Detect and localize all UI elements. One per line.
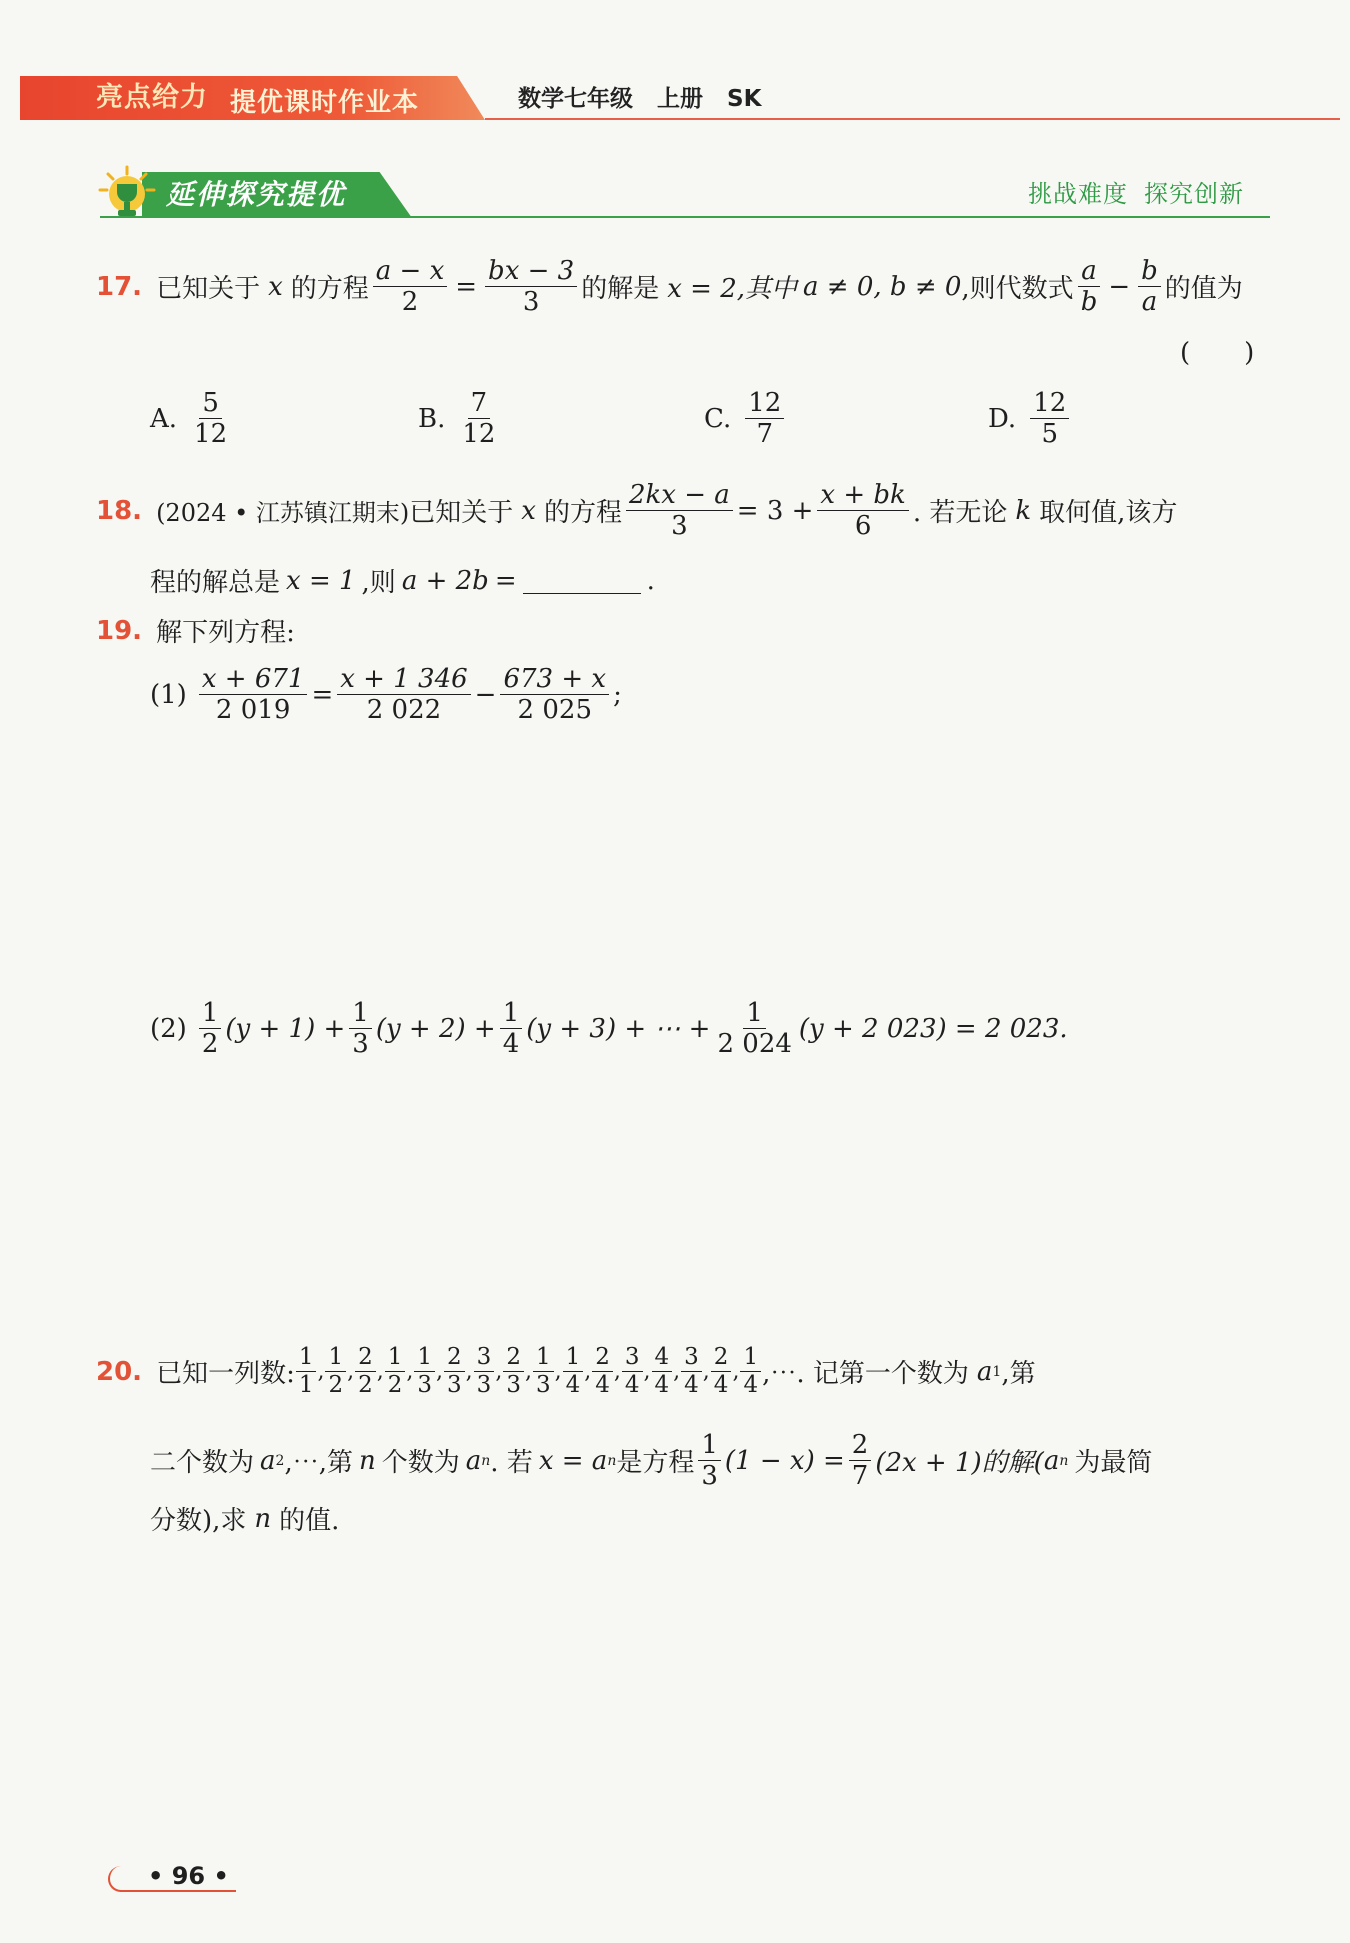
denominator: 2 bbox=[401, 287, 419, 317]
denominator: 2 bbox=[328, 1372, 344, 1398]
problem-number: 17. bbox=[96, 271, 143, 302]
tag-explore: 探究创新 bbox=[1144, 180, 1244, 208]
denominator: 2 025 bbox=[517, 695, 592, 725]
numerator: 2 bbox=[444, 1344, 465, 1372]
subscript: n bbox=[1059, 1452, 1069, 1469]
page-footer bbox=[108, 1862, 236, 1892]
numerator: 4 bbox=[652, 1344, 673, 1372]
variable: x bbox=[268, 271, 283, 302]
fraction bbox=[500, 664, 609, 725]
numerator: 12 bbox=[1030, 388, 1069, 419]
denominator: 4 bbox=[654, 1372, 670, 1398]
answer-bracket bbox=[1180, 338, 1254, 368]
text: . 若无论 bbox=[912, 498, 1008, 528]
option-c[interactable] bbox=[704, 388, 788, 449]
denominator: 2 024 bbox=[717, 1029, 792, 1059]
fraction bbox=[849, 1430, 872, 1491]
option-label: C. bbox=[704, 403, 732, 434]
text: ,⋯,第 bbox=[284, 1448, 353, 1478]
sequence-fraction bbox=[444, 1344, 465, 1399]
expression: x = a bbox=[538, 1445, 608, 1476]
denominator: 4 bbox=[713, 1372, 729, 1398]
problem-17 bbox=[96, 256, 1243, 317]
fraction bbox=[745, 388, 784, 449]
text: ,则代数式 bbox=[961, 274, 1074, 304]
option-a[interactable] bbox=[150, 388, 234, 449]
separator: , bbox=[436, 1359, 444, 1384]
sequence-fraction bbox=[503, 1344, 524, 1399]
answer-blank[interactable] bbox=[523, 568, 641, 594]
denominator: 2 bbox=[358, 1372, 373, 1398]
numerator: 2 bbox=[849, 1430, 872, 1461]
variable: a bbox=[260, 1445, 276, 1476]
variable: a bbox=[976, 1356, 993, 1387]
text: 的方程 bbox=[290, 274, 369, 304]
sequence-fraction bbox=[681, 1344, 702, 1399]
problem-19-part1 bbox=[150, 664, 622, 725]
numerator: a bbox=[1078, 256, 1100, 287]
variable: k bbox=[1015, 495, 1032, 526]
text: 取何值,该方 bbox=[1039, 498, 1178, 528]
brand-name: 亮点给力 bbox=[96, 82, 208, 113]
expression: a + 2b bbox=[401, 565, 489, 596]
option-b[interactable] bbox=[418, 388, 502, 449]
variable: x bbox=[521, 495, 536, 526]
header-rule bbox=[485, 118, 1340, 120]
footer-curve bbox=[108, 1866, 148, 1892]
subscript: n bbox=[607, 1452, 617, 1469]
condition: a ≠ 0, b ≠ 0 bbox=[803, 271, 962, 302]
series-name: 提优课时作业本 bbox=[230, 88, 420, 118]
fraction bbox=[485, 256, 577, 317]
text: 为最简 bbox=[1074, 1448, 1153, 1478]
fraction bbox=[459, 388, 498, 449]
numerator: 3 bbox=[681, 1344, 702, 1372]
expression: (1 − x) = bbox=[724, 1445, 845, 1476]
numerator: 2 bbox=[355, 1344, 376, 1372]
problem-20-line3 bbox=[150, 1500, 339, 1537]
option-label: D. bbox=[988, 403, 1017, 434]
variable: a bbox=[1043, 1445, 1060, 1476]
separator: , bbox=[406, 1359, 414, 1384]
denominator: 7 bbox=[851, 1461, 869, 1491]
text: 个数为 bbox=[381, 1448, 460, 1478]
separator: , bbox=[643, 1359, 651, 1384]
denominator: 2 bbox=[387, 1372, 403, 1398]
numerator: 1 bbox=[743, 998, 766, 1029]
denominator: 1 bbox=[298, 1372, 314, 1398]
numerator: 2 bbox=[592, 1344, 613, 1372]
numerator: 1 bbox=[500, 998, 523, 1029]
numerator: 2kx − a bbox=[626, 480, 733, 511]
fraction bbox=[199, 998, 222, 1059]
text: ,⋯. 记第一个数为 bbox=[762, 1359, 969, 1389]
separator: , bbox=[376, 1359, 384, 1384]
separator: , bbox=[347, 1359, 355, 1384]
text: x = 2,其中 bbox=[667, 274, 798, 304]
denominator: b bbox=[1080, 287, 1098, 317]
sequence-fraction bbox=[355, 1344, 376, 1399]
fraction bbox=[626, 480, 733, 541]
problem-20 bbox=[96, 1344, 1036, 1399]
separator: , bbox=[584, 1359, 592, 1384]
fraction bbox=[349, 998, 372, 1059]
numerator: 1 bbox=[385, 1344, 406, 1372]
operator: = bbox=[455, 271, 478, 302]
denominator: 12 bbox=[462, 419, 496, 449]
denominator: 3 bbox=[671, 511, 688, 541]
text: ,第 bbox=[1001, 1359, 1036, 1389]
denominator: 3 bbox=[535, 1372, 551, 1398]
separator: , bbox=[495, 1359, 503, 1384]
text: . 若 bbox=[490, 1448, 533, 1478]
sequence-fraction bbox=[652, 1344, 673, 1399]
sequence-fraction bbox=[325, 1344, 346, 1399]
header-book-info bbox=[518, 82, 785, 116]
numerator: 7 bbox=[468, 388, 491, 419]
part-label: (1) bbox=[150, 679, 187, 710]
text: 已知关于 bbox=[409, 498, 514, 528]
problem-number: 19. bbox=[96, 615, 143, 646]
sequence-fraction bbox=[296, 1344, 317, 1399]
expression: (y + 2 023) = 2 023. bbox=[798, 1013, 1068, 1044]
denominator: 7 bbox=[756, 419, 774, 449]
numerator: 1 bbox=[296, 1344, 317, 1372]
text: 程的解总是 bbox=[150, 568, 281, 598]
numerator: 3 bbox=[474, 1344, 495, 1372]
source: (2024 • 江苏镇江期末) bbox=[156, 499, 410, 527]
fraction bbox=[337, 664, 470, 725]
numerator: 1 bbox=[349, 998, 372, 1029]
header-brand bbox=[96, 80, 419, 116]
operator: − bbox=[474, 679, 497, 710]
text: 是方程 bbox=[616, 1448, 695, 1478]
fraction bbox=[199, 664, 308, 725]
separator: , bbox=[702, 1359, 710, 1384]
subscript: 1 bbox=[992, 1363, 1002, 1380]
problem-19 bbox=[96, 612, 295, 649]
numerator: 1 bbox=[698, 1430, 721, 1461]
operator: = bbox=[494, 565, 517, 596]
numerator: bx − 3 bbox=[485, 256, 577, 287]
expression: (2x + 1)的解( bbox=[875, 1448, 1044, 1478]
number-sequence bbox=[295, 1344, 762, 1399]
fraction bbox=[191, 388, 230, 449]
denominator: 3 bbox=[506, 1372, 521, 1398]
denominator: 5 bbox=[1041, 419, 1058, 449]
text: 的值. bbox=[279, 1506, 340, 1536]
denominator: 12 bbox=[194, 419, 228, 449]
numerator: 1 bbox=[414, 1344, 435, 1372]
sequence-fraction bbox=[533, 1344, 554, 1399]
sequence-fraction bbox=[622, 1344, 643, 1399]
numerator: 3 bbox=[622, 1344, 643, 1372]
text: 二个数为 bbox=[150, 1448, 255, 1478]
fraction bbox=[500, 998, 523, 1059]
denominator: 2 bbox=[201, 1029, 219, 1059]
denominator: 3 bbox=[522, 287, 540, 317]
text: 的方程 bbox=[543, 498, 622, 528]
subscript: 2 bbox=[275, 1452, 285, 1469]
denominator: 4 bbox=[684, 1372, 699, 1398]
denominator: 2 019 bbox=[215, 695, 291, 725]
separator: , bbox=[613, 1359, 621, 1384]
sequence-fraction bbox=[414, 1344, 435, 1399]
text: 分数),求 bbox=[150, 1506, 247, 1536]
denominator: 4 bbox=[565, 1372, 581, 1398]
denominator: 4 bbox=[595, 1372, 610, 1398]
denominator: 3 bbox=[476, 1372, 492, 1398]
numerator: 1 bbox=[740, 1344, 761, 1372]
sequence-fraction bbox=[740, 1344, 761, 1399]
subject-grade: 数学七年级 bbox=[518, 86, 633, 112]
subscript: n bbox=[481, 1452, 491, 1469]
numerator: x + 671 bbox=[199, 664, 308, 695]
numerator: 1 bbox=[199, 998, 222, 1029]
text: ,则 bbox=[361, 568, 396, 598]
problem-number: 18. bbox=[96, 495, 143, 526]
text: 已知一列数: bbox=[156, 1359, 295, 1389]
expression: (y + 3) + ⋯ + bbox=[526, 1013, 711, 1044]
problem-number: 20. bbox=[96, 1356, 143, 1387]
section-tags bbox=[1028, 176, 1244, 212]
numerator: 12 bbox=[745, 388, 784, 419]
numerator: x + 1 346 bbox=[337, 664, 470, 695]
separator: , bbox=[673, 1359, 681, 1384]
numerator: 5 bbox=[199, 388, 222, 419]
denominator: a bbox=[1141, 287, 1158, 317]
separator: , bbox=[317, 1359, 325, 1384]
text: 解下列方程: bbox=[156, 618, 295, 648]
variable: n bbox=[358, 1445, 376, 1476]
part-label: (2) bbox=[150, 1013, 187, 1044]
denominator: 4 bbox=[502, 1029, 520, 1059]
separator: , bbox=[465, 1359, 473, 1384]
option-d[interactable] bbox=[988, 388, 1073, 449]
numerator: 673 + x bbox=[500, 664, 609, 695]
denominator: 3 bbox=[352, 1029, 369, 1059]
problem-18 bbox=[96, 480, 1177, 541]
numerator: a − x bbox=[373, 256, 447, 287]
footer-rule bbox=[120, 1890, 236, 1892]
page-number: • 96 • bbox=[148, 1862, 229, 1890]
operator: − bbox=[1108, 271, 1131, 302]
separator: , bbox=[524, 1359, 532, 1384]
text: . bbox=[646, 565, 655, 596]
text: 已知关于 bbox=[156, 274, 261, 304]
text: = 3 + bbox=[736, 495, 814, 526]
denominator: 3 bbox=[701, 1461, 718, 1491]
numerator: x + bk bbox=[817, 480, 908, 511]
text: ; bbox=[613, 679, 622, 710]
numerator: 2 bbox=[711, 1344, 732, 1372]
expression: (y + 2) + bbox=[375, 1013, 496, 1044]
fraction bbox=[714, 998, 794, 1059]
problem-19-part2 bbox=[150, 998, 1068, 1059]
edition: SK bbox=[727, 86, 762, 112]
sequence-fraction bbox=[474, 1344, 495, 1399]
fraction bbox=[817, 480, 908, 541]
denominator: 4 bbox=[624, 1372, 640, 1398]
tag-challenge: 挑战难度 bbox=[1028, 180, 1128, 208]
fraction bbox=[1078, 256, 1101, 317]
operator: = bbox=[311, 679, 334, 710]
fraction bbox=[1138, 256, 1161, 317]
text: 的解是 bbox=[581, 274, 660, 304]
numerator: b bbox=[1138, 256, 1161, 287]
denominator: 3 bbox=[417, 1372, 433, 1398]
option-label: A. bbox=[150, 403, 178, 434]
denominator: 3 bbox=[447, 1372, 462, 1398]
text: 的值为 bbox=[1164, 274, 1243, 304]
separator: , bbox=[732, 1359, 740, 1384]
fraction bbox=[1030, 388, 1069, 449]
volume: 上册 bbox=[657, 86, 703, 112]
bracket-left: ( bbox=[1180, 338, 1191, 368]
sequence-fraction bbox=[711, 1344, 732, 1399]
numerator: 1 bbox=[563, 1344, 584, 1372]
variable: n bbox=[254, 1503, 272, 1534]
bracket-right: ) bbox=[1244, 338, 1255, 368]
fraction bbox=[373, 256, 447, 317]
sequence-fraction bbox=[563, 1344, 584, 1399]
trophy-icon bbox=[96, 164, 158, 226]
denominator: 4 bbox=[743, 1372, 759, 1398]
numerator: 1 bbox=[533, 1344, 554, 1372]
sequence-fraction bbox=[592, 1344, 613, 1399]
denominator: 2 022 bbox=[366, 695, 442, 725]
section-title: 延伸探究提优 bbox=[166, 178, 347, 211]
problem-20-line2 bbox=[150, 1430, 1152, 1491]
separator: , bbox=[554, 1359, 562, 1384]
sequence-fraction bbox=[385, 1344, 406, 1399]
expression: x = 1 bbox=[286, 565, 356, 596]
option-label: B. bbox=[418, 403, 446, 434]
expression: (y + 1) + bbox=[225, 1013, 346, 1044]
fraction bbox=[698, 1430, 721, 1491]
denominator: 6 bbox=[854, 511, 872, 541]
problem-18-line2 bbox=[150, 562, 655, 599]
variable: a bbox=[465, 1445, 482, 1476]
numerator: 1 bbox=[325, 1344, 346, 1372]
numerator: 2 bbox=[503, 1344, 524, 1372]
